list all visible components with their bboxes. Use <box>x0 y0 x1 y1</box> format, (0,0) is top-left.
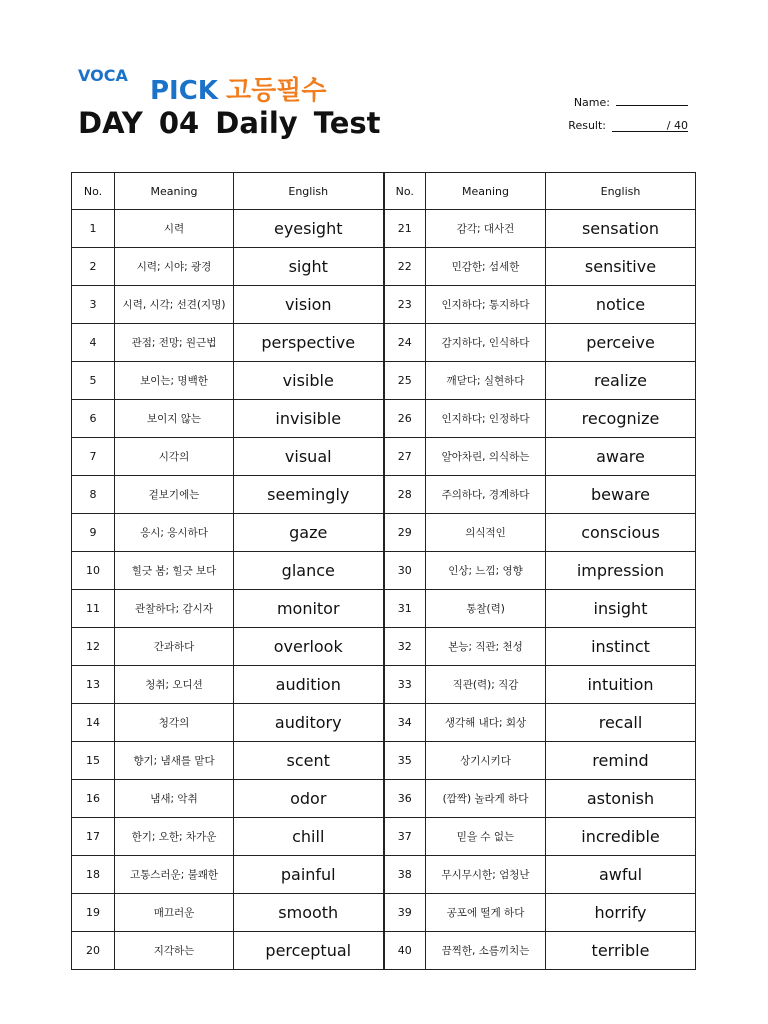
word-number: 28 <box>384 476 426 514</box>
word-english: scent <box>234 742 384 780</box>
word-number: 9 <box>72 514 115 552</box>
word-meaning: 시력; 시야; 광경 <box>115 248 234 286</box>
word-number: 10 <box>72 552 115 590</box>
word-number: 20 <box>72 932 115 970</box>
word-meaning: 끔찍한, 소름끼치는 <box>426 932 546 970</box>
word-number: 17 <box>72 818 115 856</box>
word-english: recall <box>546 704 696 742</box>
word-meaning: 직관(력); 직감 <box>426 666 546 704</box>
word-english: odor <box>234 780 384 818</box>
word-english: remind <box>546 742 696 780</box>
word-number: 29 <box>384 514 426 552</box>
word-number: 14 <box>72 704 115 742</box>
word-english: perceptual <box>234 932 384 970</box>
word-meaning: 시각의 <box>115 438 234 476</box>
word-meaning: 인상; 느낌; 영향 <box>426 552 546 590</box>
word-meaning: 향기; 냄새를 맡다 <box>115 742 234 780</box>
word-meaning: 청각의 <box>115 704 234 742</box>
word-meaning: 주의하다, 경계하다 <box>426 476 546 514</box>
word-meaning: 인지하다; 통지하다 <box>426 286 546 324</box>
header-english-right: English <box>546 173 696 210</box>
table-row <box>72 780 696 818</box>
table-row <box>72 210 696 248</box>
word-english: awful <box>546 856 696 894</box>
word-english: sight <box>234 248 384 286</box>
word-number: 21 <box>384 210 426 248</box>
word-number: 34 <box>384 704 426 742</box>
table-row <box>72 704 696 742</box>
header-no-right: No. <box>384 173 426 210</box>
brand-pick-label: PICK <box>150 76 218 106</box>
word-meaning: 냄새; 악취 <box>115 780 234 818</box>
word-english: invisible <box>234 400 384 438</box>
word-english: eyesight <box>234 210 384 248</box>
brand-korean: 고등필수 <box>225 76 327 106</box>
header-no-left: No. <box>72 173 115 210</box>
word-english: intuition <box>546 666 696 704</box>
word-number: 12 <box>72 628 115 666</box>
word-number: 30 <box>384 552 426 590</box>
word-number: 4 <box>72 324 115 362</box>
word-meaning: 힐긋 봄; 힐긋 보다 <box>115 552 234 590</box>
word-meaning: 관점; 전망; 원근법 <box>115 324 234 362</box>
word-number: 6 <box>72 400 115 438</box>
result-blank <box>612 119 688 132</box>
word-meaning: 보이는; 명백한 <box>115 362 234 400</box>
table-row <box>72 286 696 324</box>
result-field <box>568 119 688 132</box>
word-meaning: 한기; 오한; 차가운 <box>115 818 234 856</box>
word-number: 8 <box>72 476 115 514</box>
word-number: 1 <box>72 210 115 248</box>
word-number: 16 <box>72 780 115 818</box>
word-english: insight <box>546 590 696 628</box>
word-english: sensation <box>546 210 696 248</box>
word-meaning: 알아차린, 의식하는 <box>426 438 546 476</box>
word-number: 13 <box>72 666 115 704</box>
word-english: terrible <box>546 932 696 970</box>
word-number: 27 <box>384 438 426 476</box>
word-english: recognize <box>546 400 696 438</box>
word-english: incredible <box>546 818 696 856</box>
word-meaning: 무시무시한; 엄청난 <box>426 856 546 894</box>
word-number: 15 <box>72 742 115 780</box>
brand-pick <box>150 70 326 107</box>
table-row <box>72 628 696 666</box>
word-english: visual <box>234 438 384 476</box>
word-number: 40 <box>384 932 426 970</box>
word-number: 38 <box>384 856 426 894</box>
word-english: impression <box>546 552 696 590</box>
table-header-row <box>72 173 696 210</box>
word-meaning: 생각해 내다; 회상 <box>426 704 546 742</box>
word-number: 35 <box>384 742 426 780</box>
table-row <box>72 856 696 894</box>
word-number: 7 <box>72 438 115 476</box>
word-english: conscious <box>546 514 696 552</box>
word-number: 2 <box>72 248 115 286</box>
table-row <box>72 400 696 438</box>
word-number: 11 <box>72 590 115 628</box>
word-number: 22 <box>384 248 426 286</box>
word-meaning: 의식적인 <box>426 514 546 552</box>
table-row <box>72 248 696 286</box>
header-english-left: English <box>234 173 384 210</box>
word-meaning: 감지하다, 인식하다 <box>426 324 546 362</box>
word-english: auditory <box>234 704 384 742</box>
word-english: painful <box>234 856 384 894</box>
word-english: smooth <box>234 894 384 932</box>
header-meaning-left: Meaning <box>115 173 234 210</box>
table-row <box>72 552 696 590</box>
word-english: instinct <box>546 628 696 666</box>
word-meaning: 지각하는 <box>115 932 234 970</box>
table-row <box>72 514 696 552</box>
table-row <box>72 590 696 628</box>
word-english: perspective <box>234 324 384 362</box>
word-english: astonish <box>546 780 696 818</box>
word-english: aware <box>546 438 696 476</box>
word-english: seemingly <box>234 476 384 514</box>
word-english: overlook <box>234 628 384 666</box>
table-row <box>72 324 696 362</box>
word-meaning: 민감한; 섬세한 <box>426 248 546 286</box>
word-english: perceive <box>546 324 696 362</box>
word-english: monitor <box>234 590 384 628</box>
word-meaning: (깜짝) 놀라게 하다 <box>426 780 546 818</box>
word-number: 24 <box>384 324 426 362</box>
word-number: 19 <box>72 894 115 932</box>
word-number: 23 <box>384 286 426 324</box>
word-meaning: 공포에 떨게 하다 <box>426 894 546 932</box>
table-row <box>72 894 696 932</box>
word-meaning: 본능; 직관; 천성 <box>426 628 546 666</box>
word-meaning: 시력 <box>115 210 234 248</box>
word-english: chill <box>234 818 384 856</box>
table-row <box>72 666 696 704</box>
word-meaning: 고통스러운; 불쾌한 <box>115 856 234 894</box>
result-total: / 40 <box>666 119 688 132</box>
word-number: 36 <box>384 780 426 818</box>
word-english: sensitive <box>546 248 696 286</box>
word-number: 3 <box>72 286 115 324</box>
word-english: horrify <box>546 894 696 932</box>
word-meaning: 시력, 시각; 선견(지명) <box>115 286 234 324</box>
word-meaning: 깨닫다; 실현하다 <box>426 362 546 400</box>
table-row <box>72 476 696 514</box>
word-meaning: 감각; 대사건 <box>426 210 546 248</box>
word-number: 31 <box>384 590 426 628</box>
word-number: 5 <box>72 362 115 400</box>
word-meaning: 관찰하다; 감시자 <box>115 590 234 628</box>
word-meaning: 응시; 응시하다 <box>115 514 234 552</box>
word-meaning: 믿을 수 없는 <box>426 818 546 856</box>
word-english: glance <box>234 552 384 590</box>
table-row <box>72 438 696 476</box>
table-row <box>72 818 696 856</box>
result-label: Result: <box>568 119 606 132</box>
word-meaning: 매끄러운 <box>115 894 234 932</box>
table-row <box>72 362 696 400</box>
word-meaning: 청취; 오디션 <box>115 666 234 704</box>
word-number: 37 <box>384 818 426 856</box>
table-row <box>72 742 696 780</box>
word-number: 32 <box>384 628 426 666</box>
name-field <box>574 93 688 109</box>
word-meaning: 인지하다; 인정하다 <box>426 400 546 438</box>
table-row <box>72 932 696 970</box>
word-meaning: 간과하다 <box>115 628 234 666</box>
word-english: vision <box>234 286 384 324</box>
name-label: Name: <box>573 96 610 109</box>
word-english: beware <box>546 476 696 514</box>
word-english: gaze <box>234 514 384 552</box>
word-english: audition <box>234 666 384 704</box>
word-number: 33 <box>384 666 426 704</box>
word-meaning: 겉보기에는 <box>115 476 234 514</box>
word-english: realize <box>546 362 696 400</box>
word-meaning: 통찰(력) <box>426 590 546 628</box>
word-english: visible <box>234 362 384 400</box>
word-number: 26 <box>384 400 426 438</box>
name-blank <box>616 93 688 106</box>
word-meaning: 보이지 않는 <box>115 400 234 438</box>
header-meaning-right: Meaning <box>426 173 546 210</box>
word-english: notice <box>546 286 696 324</box>
word-number: 39 <box>384 894 426 932</box>
brand-voca: VOCA <box>78 66 128 85</box>
word-number: 25 <box>384 362 426 400</box>
word-number: 18 <box>72 856 115 894</box>
page-title: DAY 04 Daily Test <box>78 106 381 140</box>
vocabulary-table <box>71 172 696 970</box>
word-meaning: 상기시키다 <box>426 742 546 780</box>
